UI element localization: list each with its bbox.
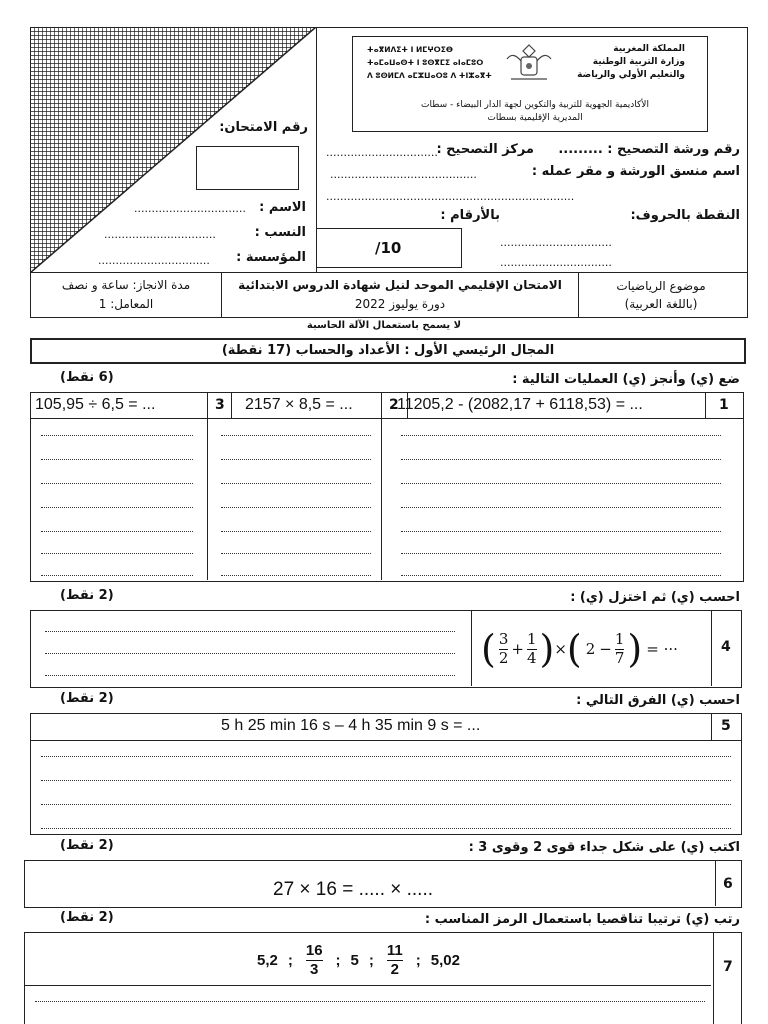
ministry-logo-block: [352, 36, 708, 132]
subject-name: موضوع الرياضيات: [616, 279, 706, 293]
frac-numerator: 1: [526, 630, 537, 649]
score-letters-label: النقطة بالحروف:: [630, 208, 740, 223]
op-2-expression: 2157 × 8,5 = ...: [245, 396, 353, 413]
name-label: الاسم :: [259, 200, 306, 215]
operations-table: [30, 392, 744, 582]
q4-box: [30, 610, 742, 688]
exam-title: الامتحان الإقليمي الموحد لنيل شهادة الدروس الابتدائية: [238, 278, 562, 292]
q5-number: 5: [721, 718, 731, 734]
op-2-answer-area[interactable]: [221, 419, 371, 579]
calculator-note: لا يسمح باستعمال الآلة الحاسبة: [306, 320, 462, 331]
tifinagh-line: ⴷ ⵓⵙⵍⵎⴷ ⴰⵎⵣⵡⴰⵔⵓ ⴷ ⵜⵏⵣⴰⴳⵜ: [367, 71, 492, 80]
coordinator-label: اسم منسق الورشة و مقر عمله :: [531, 164, 740, 179]
q7-number: 7: [723, 959, 733, 975]
value: 5: [350, 951, 359, 969]
separator: ;: [368, 951, 374, 969]
kingdom-name: المملكة المغربية: [613, 44, 685, 54]
domain-title-box: [30, 338, 746, 364]
academy-name: الأكاديمية الجهوية للتربية والتكوين لجهة الدار البيضاء - سطات: [421, 100, 649, 110]
op-3-expression: 105,95 ÷ 6,5 = ...: [35, 396, 156, 413]
tifinagh-line: ⵜⴰⵎⴰⵡⴰⵙⵜ ⵏ ⵓⵙⴳⵎⵉ ⴰⵏⴰⵎⵓⵔ: [367, 58, 484, 67]
q4-expression: ( $\frac{3}{2}$ + $\frac{1}{4}$ ) × ( 2 − $\frac{1}{7}$ ) = ···: [481, 627, 678, 671]
ministry-name: وزارة التربية الوطنية: [592, 57, 685, 67]
q5-expression: 5 h 25 min 16 s – 4 h 35 min 9 s = ...: [221, 717, 481, 734]
q6-box: [24, 860, 742, 908]
q4-answer-area[interactable]: [45, 617, 455, 683]
score-digits-box[interactable]: [316, 228, 462, 268]
tifinagh-line: ⵜⴰⴳⵍⴷⵉⵜ ⵏ ⵍⵎⵖⵔⵉⴱ: [367, 45, 453, 54]
frac-numerator: 16: [305, 942, 323, 960]
frac-numerator: 11: [386, 942, 403, 960]
q7-values: [257, 935, 460, 985]
q6-instruction: اكتب (ي) على شكل جداء قوى 2 وقوى 3 :: [468, 840, 740, 855]
exam-number-label: رقم الامتحان:: [219, 120, 308, 135]
q7-box: [24, 932, 742, 1024]
score-letters-field[interactable]: ................................: [500, 236, 612, 249]
op-number: 2: [389, 397, 399, 413]
score-digits-label: بالأرقام :: [440, 208, 500, 223]
directorate-name: المديرية الإقليمية بسطات: [487, 113, 583, 123]
ministry-name-cont: والتعليم الأولي والرياضة: [577, 70, 685, 80]
correction-center-label: مركز التصحيح :: [436, 142, 534, 157]
op-3-answer-area[interactable]: [41, 419, 193, 579]
surname-label: النسب :: [254, 225, 306, 240]
school-label: المؤسسة :: [236, 250, 306, 265]
separator: ;: [287, 951, 293, 969]
school-field[interactable]: ................................: [98, 254, 210, 267]
exam-session: دورة يوليوز 2022: [354, 297, 446, 311]
surname-field[interactable]: ................................: [104, 228, 216, 241]
frac-numerator: 1: [614, 630, 625, 649]
q4-instruction: احسب (ي) ثم اختزل (ي) :: [570, 590, 740, 605]
q5-answer-area[interactable]: [41, 742, 731, 832]
workshop-number-label: رقم ورشة التصحيح : .........: [558, 142, 740, 157]
q6-expression[interactable]: 27 × 16 = ..... × .....: [273, 879, 434, 900]
correction-center-field[interactable]: ................................: [326, 146, 438, 159]
frac-denominator: 7: [614, 648, 625, 667]
coordinator-field[interactable]: ..........................................: [330, 168, 477, 181]
score-letters-field-line2[interactable]: ................................: [500, 256, 612, 269]
q1-3-points: (6 نقط): [60, 370, 114, 385]
op-1-answer-area[interactable]: [401, 419, 721, 579]
name-field[interactable]: ................................: [134, 202, 246, 215]
q5-instruction: احسب (ي) الفرق التالي :: [576, 693, 740, 708]
q1-3-instruction: ضع (ي) وأنجز (ي) العمليات التالية :: [512, 372, 740, 387]
exam-coefficient: المعامل: 1: [98, 297, 154, 311]
frac-numerator: 3: [498, 630, 509, 649]
q5-points: (2 نقط): [60, 691, 114, 706]
value: 5,2: [257, 951, 278, 969]
whole-number: 2: [585, 640, 596, 658]
subject-language: (باللغة العربية): [624, 297, 698, 311]
op-1-expression: 11205,2 - (2082,17 + 6118,53) = ...: [397, 396, 643, 413]
value: 5,02: [430, 951, 460, 969]
q7-answer-area[interactable]: [35, 987, 705, 1024]
q6-number: 6: [723, 876, 733, 892]
frac-denominator: 2: [390, 960, 399, 978]
q7-instruction: رتب (ي) ترتيبا تناقصيا باستعمال الرمز المناسب :: [424, 912, 740, 927]
separator: ;: [335, 951, 341, 969]
score-total: /10: [375, 239, 402, 257]
q5-box: [30, 713, 742, 835]
frac-denominator: 4: [526, 648, 537, 667]
q4-points: (2 نقط): [60, 588, 114, 603]
coat-of-arms-icon: [503, 41, 555, 85]
q4-tail: = ···: [646, 640, 678, 658]
op-number: 1: [719, 397, 729, 413]
exam-number-box[interactable]: [196, 146, 299, 190]
exam-info-row: [30, 272, 748, 318]
exam-duration: مدة الانجاز: ساعة و نصف: [61, 278, 191, 292]
q6-points: (2 نقط): [60, 838, 114, 853]
frac-denominator: 2: [498, 648, 509, 667]
op-number: 3: [215, 397, 225, 413]
q4-number: 4: [721, 639, 731, 655]
domain-title: المجال الرئيسي الأول : الأعداد والحساب (17 نقطة): [221, 343, 555, 358]
q7-points: (2 نقط): [60, 910, 114, 925]
frac-denominator: 3: [310, 960, 319, 978]
separator: ;: [415, 951, 421, 969]
coordinator-field-line2[interactable]: .......................................................................: [326, 190, 575, 203]
